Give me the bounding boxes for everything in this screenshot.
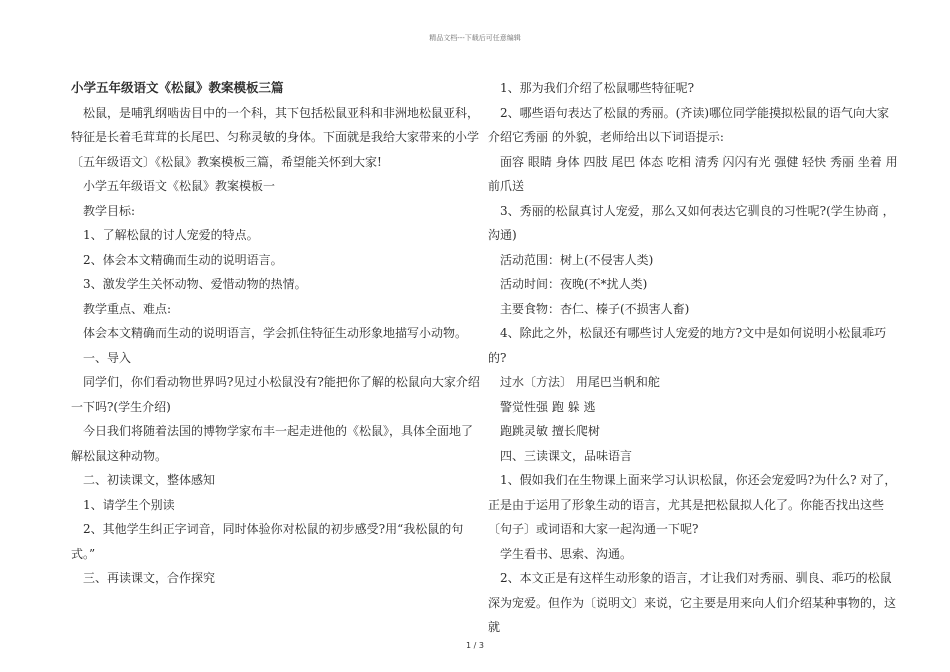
- paragraph: 四、三读课文，品味语言: [500, 448, 633, 463]
- paragraph: 1、假如我们在生物课上面来学习认识松鼠，你还会宠爱吗?为什么? 对了，正是由于运用了形象生动的语言，尤其是把松鼠拟人化了。你能否找出这些〔句子〕或词语和大家一起沟通一下呢?: [488, 473, 897, 536]
- paragraph: 主要食物：杏仁、榛子(不损害人畜): [500, 301, 690, 316]
- paragraph: 教学目标:: [83, 203, 136, 218]
- paragraph: 同学们，你们看动物世界吗?见过小松鼠没有?能把你了解的松鼠向大家介绍一下吗?(学生介绍): [71, 375, 480, 414]
- paragraph: 2、哪些语句表达了松鼠的秀丽。(齐读)哪位同学能摸拟松鼠的语气向大家介绍它秀丽 的外貌，老师给出以下词语提示:: [488, 105, 890, 144]
- paragraph: 1、那为我们介绍了松鼠哪些特征呢?: [500, 81, 695, 95]
- paragraph: 2、其他学生纠正字词音，同时体验你对松鼠的初步感受?用“我松鼠的句式。”: [71, 522, 464, 561]
- paragraph: 教学重点、难点:: [83, 301, 172, 316]
- paragraph: 3、激发学生关怀动物、爱惜动物的热情。: [83, 277, 307, 291]
- paragraph: 三、再读课文，合作探究: [83, 571, 216, 585]
- document-title: 小学五年级语文《松鼠》教案模板三篇: [71, 80, 284, 95]
- paragraph: 2、体会本文精确而生动的说明语言。: [83, 252, 283, 267]
- page-header: 精品文档---下载后可任意编辑: [429, 34, 521, 42]
- paragraph: 体会本文精确而生动的说明语言，学会抓住特征生动形象地描写小动物。: [83, 326, 468, 340]
- paragraph: 小学五年级语文《松鼠》教案模板一: [83, 179, 276, 193]
- paragraph: 4、除此之外，松鼠还有哪些讨人宠爱的地方?文中是如何说明小松鼠乖巧的?: [488, 326, 887, 365]
- paragraph: 过水〔方法〕 用尾巴当帆和舵: [500, 375, 660, 389]
- paragraph: 面容 眼睛 身体 四肢 尾巴 体态 吃相 清秀 闪闪有光 强健 轻快 秀丽 坐着 用前爪送: [488, 154, 898, 193]
- paragraph: 活动时间：夜晚(不*扰人类): [500, 277, 648, 291]
- paragraph: 二、初读课文，整体感知: [83, 473, 216, 487]
- paragraph: 松鼠，是哺乳纲啮齿目中的一个科，其下包括松鼠亚科和非洲地松鼠亚科，特征是长着毛茸茸的长尾巴、匀称灵敏的身体。下面就是我给大家带来的小学〔五年级语文〕《松鼠》教案模板三篇，希望能关怀到大家!: [71, 105, 480, 169]
- paragraph: 2、本文正是有这样生动形象的语言，才让我们对秀丽、驯良、乖巧的松鼠深为宠爱。但作为〔说明文〕来说，它主要是用来向人们介绍某种事物的，这就: [488, 571, 897, 634]
- paragraph: 活动范围：树上(不侵害人类): [500, 252, 654, 267]
- paragraph: 跑跳灵敏 擅长爬树: [500, 424, 600, 438]
- left-column: [71, 76, 483, 591]
- paragraph: 今日我们将随着法国的博物学家布丰一起走进他的《松鼠》，具体全面地了解松鼠这种动物。: [71, 424, 474, 463]
- paragraph: 学生看书、思索、沟通。: [500, 546, 633, 561]
- right-column: [488, 76, 900, 640]
- paragraph: 一、导入: [83, 350, 132, 365]
- paragraph: 3、秀丽的松鼠真讨人宠爱，那么又如何表达它驯良的习性呢?(学生协商 ，沟通): [488, 203, 895, 242]
- paragraph: 1、了解松鼠的讨人宠爱的特点。: [83, 228, 259, 242]
- page-number: 1 / 3: [466, 641, 484, 650]
- paragraph: 警觉性强 跑 躲 逃: [500, 399, 596, 414]
- paragraph: 1、请学生个别读: [83, 497, 175, 512]
